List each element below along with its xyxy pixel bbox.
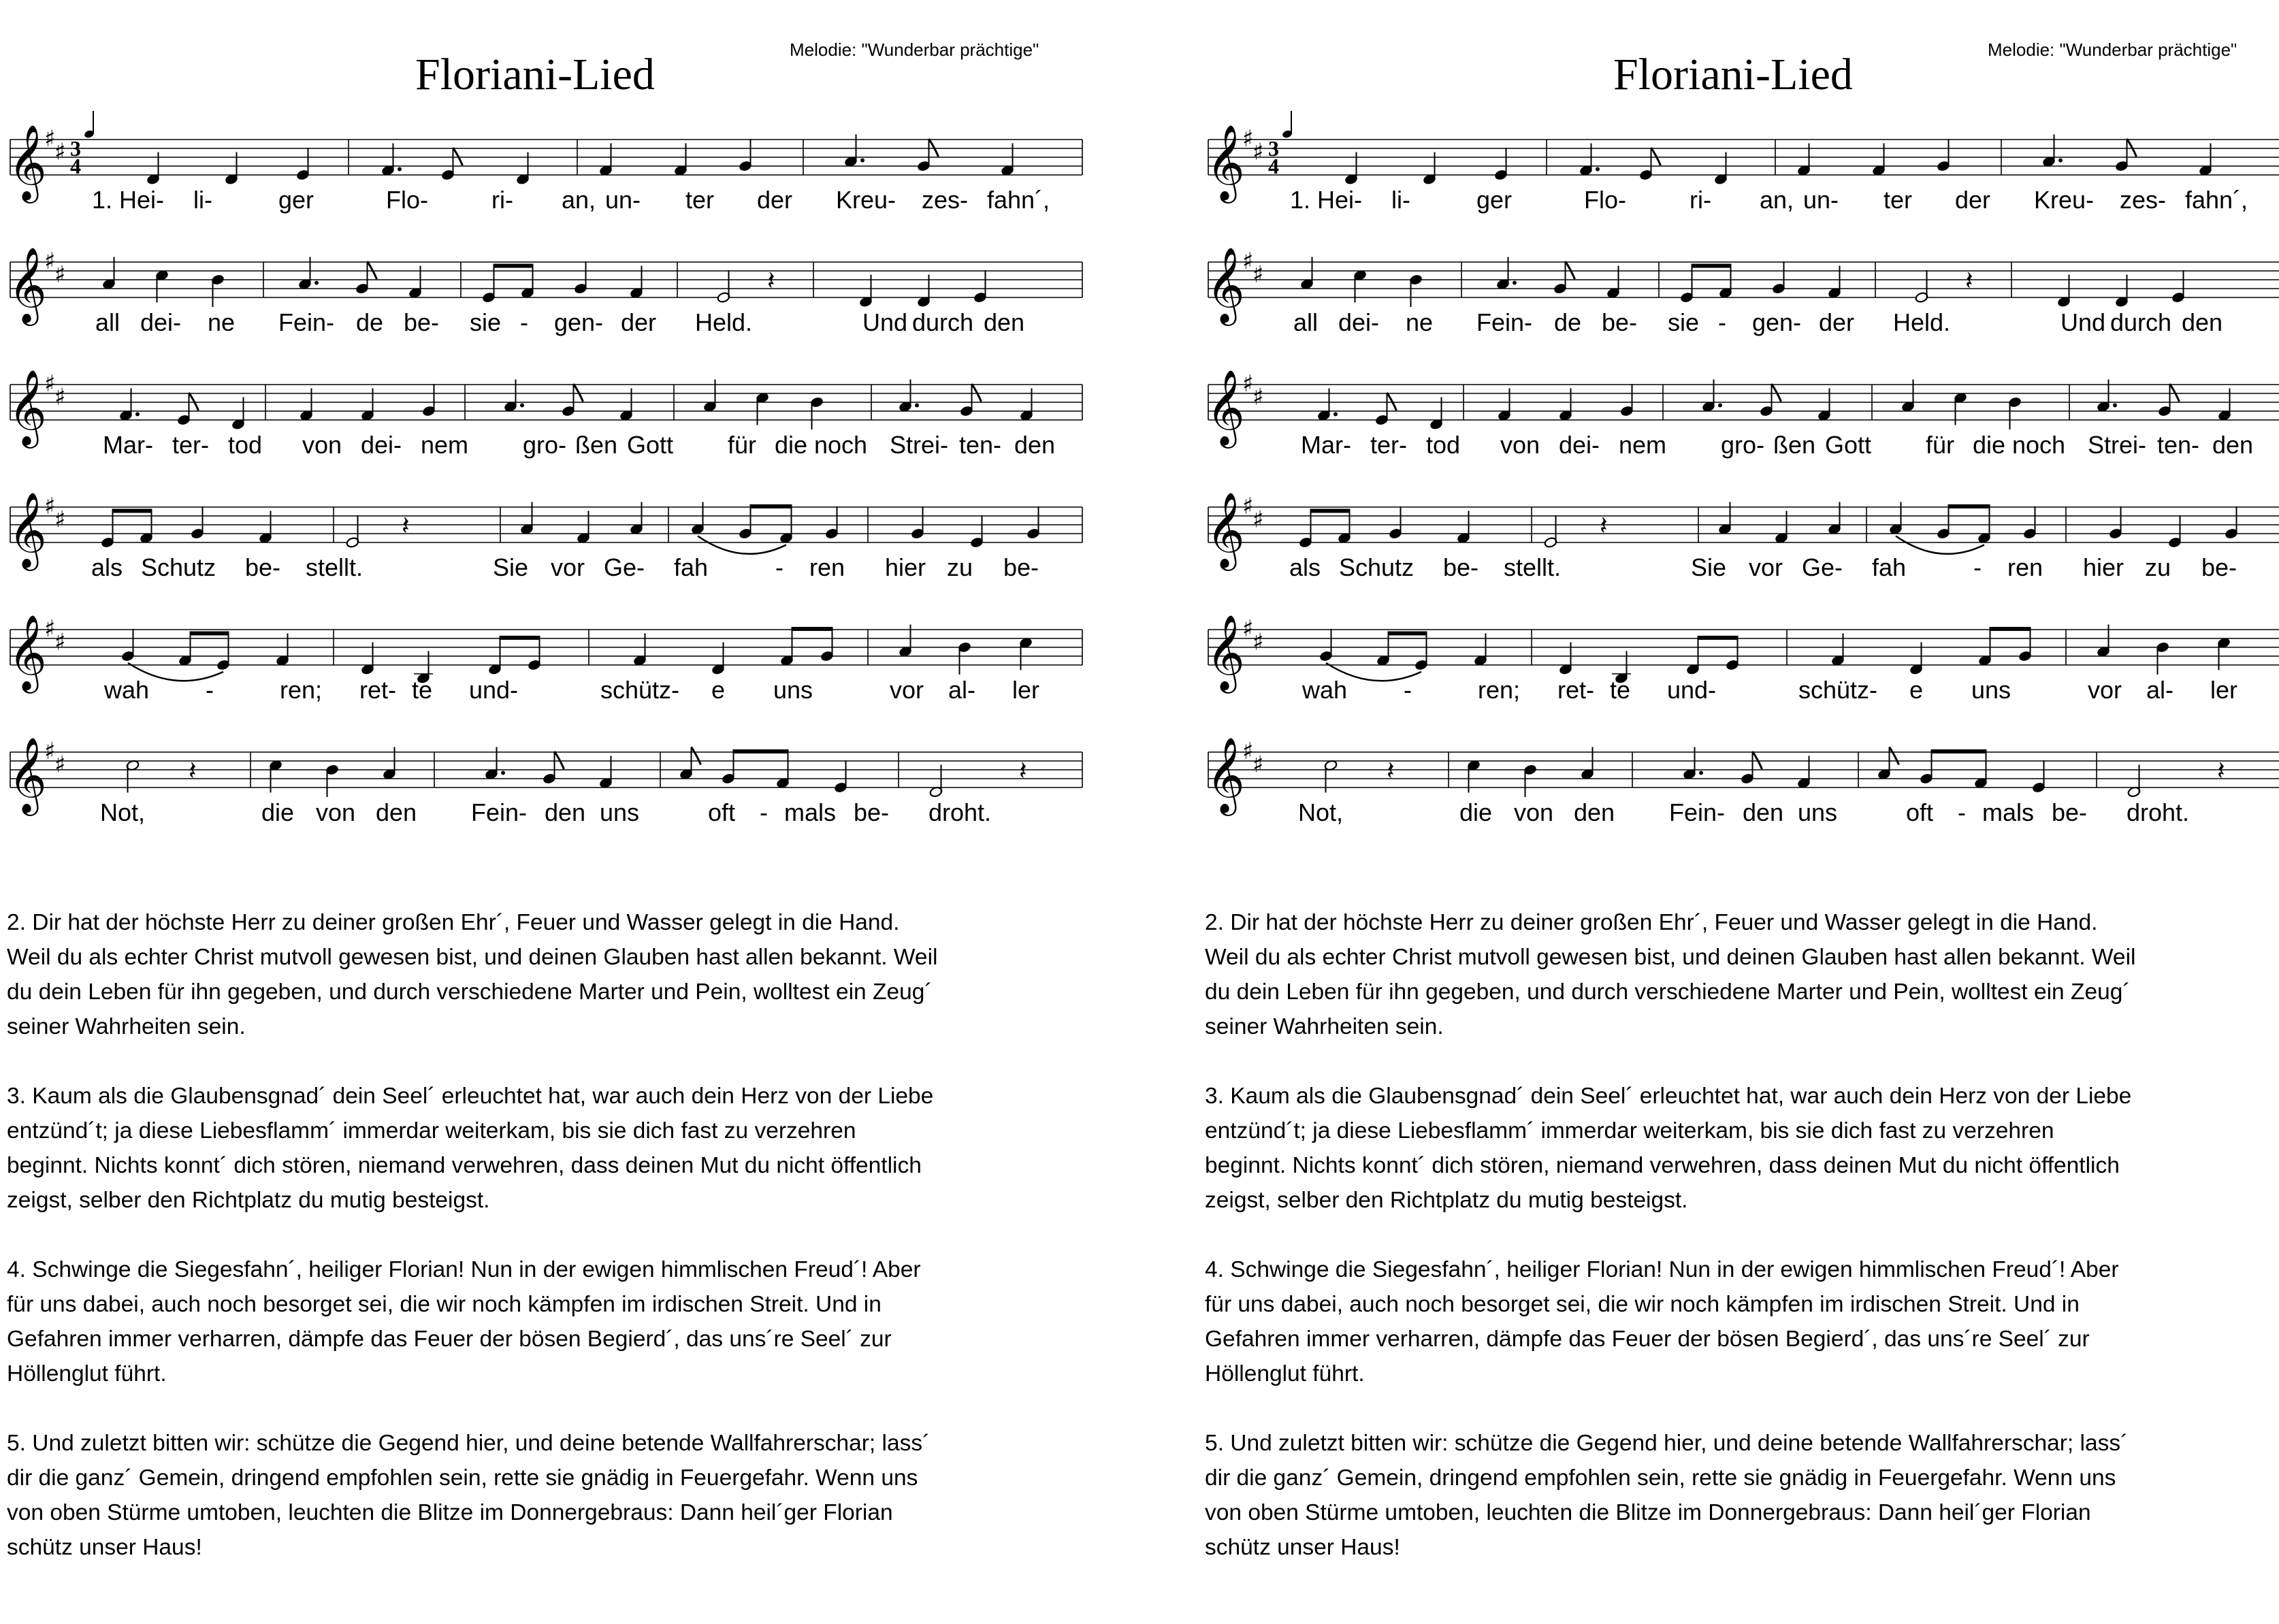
lyric-syllable: zes- bbox=[2119, 186, 2167, 214]
lyric-syllable: fahn´, bbox=[986, 186, 1050, 214]
lyric-syllable: ne bbox=[1405, 308, 1434, 336]
treble-clef-icon: 𝄞 bbox=[1206, 614, 1245, 690]
lyric-syllable: - bbox=[1958, 798, 1966, 826]
lyric-syllable: 1. Hei- bbox=[1289, 186, 1363, 214]
lyric-syllable: den bbox=[1573, 798, 1615, 826]
music-system bbox=[1205, 235, 2279, 351]
quarter-rest-icon: 𝄽 bbox=[189, 756, 197, 785]
lyric-syllable: be- bbox=[2051, 798, 2088, 826]
lyric-syllable: Strei- bbox=[889, 431, 949, 459]
verse-paragraph: 3. Kaum als die Glaubensgnad´ dein Seel´ erleuchtet hat, war auch dein Herz von der Liebe entzünd´t; ja diese Liebesflamm´ immerdar weiterkam, bis sie dich fast zu verzehren beginnt. Nichts konnt´ dich stören, niemand verwehren, dass deinen Mut du nicht öffentlich zeigst, selber den Richtplatz du mutig besteigst. bbox=[7, 1084, 934, 1213]
lyric-syllable: be- bbox=[1601, 308, 1638, 336]
sharp-icon: ♯ bbox=[44, 738, 56, 765]
lyric-syllable: Gott bbox=[1824, 431, 1872, 459]
lyric-syllable: Fein- bbox=[1476, 308, 1533, 336]
lyric-syllable: dei- bbox=[1558, 431, 1600, 459]
treble-clef-icon: 𝄞 bbox=[8, 124, 47, 200]
treble-clef-icon: 𝄞 bbox=[8, 614, 47, 690]
lyric-syllable: der bbox=[1818, 308, 1855, 336]
verse-paragraph: 2. Dir hat der höchste Herr zu deiner großen Ehr´, Feuer und Wasser gelegt in die Hand. Weil du als echter Christ mutvoll gewesen bist, und deinen Glauben hast allen bekannt. Weil du dein Leben für ihn gegeben, und durch verschiedene Marter und Pein, wolltest ein Zeug´ seiner Wahrheiten sein. bbox=[1205, 910, 2136, 1039]
lyric-syllable: uns bbox=[773, 676, 813, 704]
lyric-syllable: die bbox=[1972, 431, 2006, 459]
lyric-syllable: al- bbox=[948, 676, 976, 704]
lyric-syllable: uns bbox=[1797, 798, 1838, 826]
lyric-syllable: hier bbox=[2082, 553, 2124, 581]
lyric-syllable: oft bbox=[707, 798, 736, 826]
verses-block bbox=[7, 905, 1089, 1599]
treble-clef-icon: 𝄞 bbox=[1206, 246, 1245, 323]
lyric-syllable: all bbox=[1293, 308, 1319, 336]
lyric-syllable: ler bbox=[2210, 676, 2238, 704]
song-sheet-right bbox=[1205, 0, 2279, 1624]
lyric-syllable: Und bbox=[862, 308, 908, 336]
treble-clef-icon: 𝄞 bbox=[1206, 369, 1245, 445]
lyric-syllable: Not, bbox=[1297, 798, 1344, 826]
lyric-syllable: stellt. bbox=[305, 553, 363, 581]
lyric-syllable: ßen bbox=[1773, 431, 1816, 459]
sharp-icon: ♯ bbox=[1242, 615, 1254, 643]
lyric-syllable: von bbox=[1513, 798, 1554, 826]
lyric-syllable: gen- bbox=[553, 308, 604, 336]
lyric-syllable: Kreu- bbox=[835, 186, 896, 214]
lyric-syllable: Flo- bbox=[386, 186, 428, 214]
lyric-syllable: nem bbox=[420, 431, 469, 459]
lyric-syllable: - bbox=[520, 308, 528, 336]
sharp-icon: ♯ bbox=[1252, 261, 1264, 289]
lyric-syllable: fah bbox=[673, 553, 709, 581]
lyric-syllable: vor bbox=[889, 676, 924, 704]
sharp-icon: ♯ bbox=[1252, 138, 1264, 166]
lyric-syllable: de bbox=[355, 308, 384, 336]
lyric-syllable: ren; bbox=[279, 676, 323, 704]
lyric-syllable: Flo- bbox=[1584, 186, 1626, 214]
lyric-syllable: den bbox=[375, 798, 417, 826]
lyric-syllable: von bbox=[1500, 431, 1540, 459]
lyric-syllable: uns bbox=[599, 798, 640, 826]
lyric-syllable: gro- bbox=[1720, 431, 1765, 459]
lyric-syllable: Fein- bbox=[470, 798, 528, 826]
staff-notation bbox=[7, 602, 1089, 718]
sharp-icon: ♯ bbox=[1242, 493, 1254, 520]
lyric-syllable: 1. Hei- bbox=[91, 186, 165, 214]
music-system bbox=[1205, 480, 2279, 596]
lyric-syllable: für bbox=[727, 431, 757, 459]
sharp-icon: ♯ bbox=[54, 751, 66, 779]
lyric-syllable: al- bbox=[2146, 676, 2174, 704]
lyric-syllable: tod bbox=[227, 431, 263, 459]
lyric-syllable: Schutz bbox=[140, 553, 216, 581]
lyric-syllable: von bbox=[302, 431, 342, 459]
lyric-syllable: durch bbox=[911, 308, 974, 336]
lyric-syllable: der bbox=[756, 186, 793, 214]
verse-paragraph: 5. Und zuletzt bitten wir: schütze die Gegend hier, und deine betende Wallfahrerschar; lass´ dir die ganz´ Gemein, dringend empfohlen sein, rette sie gnädig in Feuergefahr. Wenn uns von oben Stürme umtoben, leuchten die Blitze im Donnergebraus: Dann heil´ger Florian schütz unser Haus! bbox=[7, 1431, 931, 1560]
treble-clef-icon: 𝄞 bbox=[8, 491, 47, 568]
lyric-syllable: un- bbox=[1803, 186, 1839, 214]
lyric-syllable: ret- bbox=[1557, 676, 1594, 704]
lyric-syllable: Fein- bbox=[278, 308, 335, 336]
sharp-icon: ♯ bbox=[1252, 751, 1264, 779]
lyric-syllable: ger bbox=[1476, 186, 1513, 214]
melody-note: Melodie: "Wunderbar prächtige" bbox=[1988, 39, 2237, 60]
lyric-syllable: nem bbox=[1618, 431, 1667, 459]
melody-note: Melodie: "Wunderbar prächtige" bbox=[790, 39, 1039, 60]
lyric-syllable: fah bbox=[1871, 553, 1907, 581]
quarter-rest-icon: 𝄽 bbox=[2217, 756, 2225, 785]
music-system bbox=[7, 725, 1089, 841]
lyric-syllable: gen- bbox=[1751, 308, 1802, 336]
lyric-syllable: dei- bbox=[360, 431, 402, 459]
time-signature-bottom: 4 bbox=[70, 154, 81, 178]
treble-clef-icon: 𝄞 bbox=[8, 246, 47, 323]
lyric-syllable: den bbox=[1014, 431, 1056, 459]
music-system bbox=[1205, 112, 2279, 228]
lyric-syllable: gro- bbox=[522, 431, 567, 459]
lyric-syllable: ter- bbox=[1370, 431, 1407, 459]
song-title: Floriani-Lied bbox=[1613, 50, 1853, 99]
quarter-rest-icon: 𝄽 bbox=[402, 510, 410, 540]
sharp-icon: ♯ bbox=[44, 125, 56, 152]
lyric-syllable: als bbox=[91, 553, 123, 581]
lyric-syllable: ten- bbox=[2156, 431, 2200, 459]
lyric-syllable: un- bbox=[604, 186, 641, 214]
sharp-icon: ♯ bbox=[54, 383, 66, 411]
lyric-syllable: ri- bbox=[1690, 186, 1711, 214]
lyric-syllable: ter bbox=[685, 186, 715, 214]
lyric-syllable: ren; bbox=[1477, 676, 1521, 704]
lyric-syllable: Held. bbox=[1892, 308, 1951, 336]
lyric-syllable: noch bbox=[2011, 431, 2066, 459]
lyric-syllable: te bbox=[411, 676, 433, 704]
lyric-syllable: Held. bbox=[694, 308, 753, 336]
lyric-syllable: ler bbox=[1012, 676, 1040, 704]
time-signature-top: 3 bbox=[1268, 136, 1279, 161]
sharp-icon: ♯ bbox=[44, 615, 56, 643]
lyric-syllable: ren bbox=[809, 553, 845, 581]
lyric-syllable: hier bbox=[884, 553, 926, 581]
sharp-icon: ♯ bbox=[1242, 125, 1254, 152]
lyric-syllable: dei- bbox=[140, 308, 182, 336]
verse-paragraph: 2. Dir hat der höchste Herr zu deiner großen Ehr´, Feuer und Wasser gelegt in die Hand. Weil du als echter Christ mutvoll gewesen bist, und deinen Glauben hast allen bekannt. Weil du dein Leben für ihn gegeben, und durch verschiedene Marter und Pein, wolltest ein Zeug´ seiner Wahrheiten sein. bbox=[7, 910, 938, 1039]
lyric-syllable: Und bbox=[2060, 308, 2106, 336]
music-system bbox=[7, 112, 1089, 228]
lyric-syllable: sie bbox=[1667, 308, 1700, 336]
lyric-syllable: zu bbox=[946, 553, 973, 581]
treble-clef-icon: 𝄞 bbox=[1206, 736, 1245, 813]
lyric-syllable: den bbox=[983, 308, 1025, 336]
sharp-icon: ♯ bbox=[1242, 370, 1254, 397]
lyric-syllable: te bbox=[1609, 676, 1631, 704]
time-signature-bottom: 4 bbox=[1268, 154, 1279, 178]
lyric-syllable: e bbox=[711, 676, 726, 704]
lyric-syllable: - bbox=[1973, 553, 1982, 581]
lyric-syllable: Sie bbox=[1690, 553, 1727, 581]
lyric-syllable: und- bbox=[1666, 676, 1717, 704]
lyric-syllable: an, bbox=[1759, 186, 1794, 214]
lyric-syllable: dei- bbox=[1338, 308, 1380, 336]
sharp-icon: ♯ bbox=[1242, 248, 1254, 275]
lyric-syllable: die bbox=[1459, 798, 1493, 826]
time-signature-top: 3 bbox=[70, 136, 81, 161]
sharp-icon: ♯ bbox=[1242, 738, 1254, 765]
lyric-syllable: Sie bbox=[492, 553, 529, 581]
lyric-syllable: schütz- bbox=[600, 676, 680, 704]
lyric-syllable: ren bbox=[2007, 553, 2043, 581]
song-sheet-left bbox=[7, 0, 1096, 1624]
sharp-icon: ♯ bbox=[54, 138, 66, 166]
lyric-syllable: den bbox=[2181, 308, 2223, 336]
lyric-syllable: Gott bbox=[626, 431, 674, 459]
lyric-syllable: an, bbox=[561, 186, 596, 214]
quarter-rest-icon: 𝄽 bbox=[1387, 756, 1395, 785]
lyric-syllable: für bbox=[1925, 431, 1955, 459]
lyric-syllable: den bbox=[544, 798, 586, 826]
staff-notation bbox=[1205, 112, 2279, 228]
lyric-syllable: droht. bbox=[928, 798, 992, 826]
lyric-syllable: ret- bbox=[359, 676, 396, 704]
lyric-syllable: die bbox=[774, 431, 808, 459]
lyric-syllable: ßen bbox=[575, 431, 618, 459]
quarter-rest-icon: 𝄽 bbox=[767, 265, 775, 295]
lyric-syllable: be- bbox=[244, 553, 281, 581]
music-system bbox=[1205, 725, 2279, 841]
quarter-rest-icon: 𝄽 bbox=[1965, 265, 1973, 295]
lyric-syllable: vor bbox=[550, 553, 585, 581]
lyric-syllable: - bbox=[1404, 676, 1412, 704]
lyric-syllable: als bbox=[1289, 553, 1321, 581]
lyric-syllable: ter bbox=[1883, 186, 1913, 214]
lyric-syllable: noch bbox=[813, 431, 868, 459]
lyric-syllable: durch bbox=[2110, 308, 2172, 336]
lyric-syllable: ger bbox=[278, 186, 314, 214]
treble-clef-icon: 𝄞 bbox=[1206, 124, 1245, 200]
lyric-syllable: stellt. bbox=[1503, 553, 1562, 581]
lyric-syllable: die bbox=[261, 798, 295, 826]
lyric-syllable: be- bbox=[1442, 553, 1479, 581]
lyric-syllable: uns bbox=[1971, 676, 2011, 704]
music-system bbox=[7, 235, 1089, 351]
lyric-syllable: oft bbox=[1905, 798, 1934, 826]
lyric-syllable: zes- bbox=[921, 186, 969, 214]
lyric-syllable: schütz- bbox=[1798, 676, 1878, 704]
lyric-syllable: droht. bbox=[2126, 798, 2190, 826]
lyric-syllable: Ge- bbox=[1801, 553, 1843, 581]
sharp-icon: ♯ bbox=[1252, 506, 1264, 534]
lyric-syllable: ter- bbox=[172, 431, 209, 459]
lyric-syllable: - bbox=[775, 553, 783, 581]
lyric-syllable: Schutz bbox=[1338, 553, 1415, 581]
lyric-syllable: Ge- bbox=[603, 553, 645, 581]
lyric-syllable: - bbox=[1718, 308, 1726, 336]
lyric-syllable: tod bbox=[1425, 431, 1461, 459]
lyric-syllable: der bbox=[620, 308, 657, 336]
lyric-syllable: be- bbox=[2201, 553, 2237, 581]
sharp-icon: ♯ bbox=[54, 506, 66, 534]
music-system bbox=[1205, 602, 2279, 718]
lyric-syllable: be- bbox=[1003, 553, 1039, 581]
sharp-icon: ♯ bbox=[44, 493, 56, 520]
verse-paragraph: 5. Und zuletzt bitten wir: schütze die Gegend hier, und deine betende Wallfahrerschar; lass´ dir die ganz´ Gemein, dringend empfohlen sein, rette sie gnädig in Feuergefahr. Wenn uns von oben Stürme umtoben, leuchten die Blitze im Donnergebraus: Dann heil´ger Florian schütz unser Haus! bbox=[1205, 1431, 2129, 1560]
song-title: Floriani-Lied bbox=[415, 50, 655, 99]
lyric-syllable: all bbox=[95, 308, 120, 336]
treble-clef-icon: 𝄞 bbox=[8, 369, 47, 445]
quarter-rest-icon: 𝄽 bbox=[1019, 756, 1027, 785]
sharp-icon: ♯ bbox=[44, 370, 56, 397]
treble-clef-icon: 𝄞 bbox=[8, 736, 47, 813]
sharp-icon: ♯ bbox=[1252, 383, 1264, 411]
lyric-syllable: von bbox=[315, 798, 356, 826]
music-system bbox=[1205, 357, 2279, 473]
music-system bbox=[7, 480, 1089, 596]
lyric-syllable: den bbox=[2212, 431, 2254, 459]
lyric-syllable: Strei- bbox=[2087, 431, 2147, 459]
lyric-syllable: Fein- bbox=[1668, 798, 1726, 826]
lyric-syllable: - bbox=[760, 798, 768, 826]
lyric-syllable: li- bbox=[1391, 186, 1410, 214]
treble-clef-icon: 𝄞 bbox=[1206, 491, 1245, 568]
lyric-syllable: und- bbox=[468, 676, 519, 704]
lyric-syllable: ne bbox=[207, 308, 236, 336]
lyric-syllable: be- bbox=[853, 798, 890, 826]
lyric-syllable: be- bbox=[403, 308, 440, 336]
verse-paragraph: 3. Kaum als die Glaubensgnad´ dein Seel´ erleuchtet hat, war auch dein Herz von der Liebe entzünd´t; ja diese Liebesflamm´ immerdar weiterkam, bis sie dich fast zu verzehren beginnt. Nichts konnt´ dich stören, niemand verwehren, dass deinen Mut du nicht öffentlich zeigst, selber den Richtplatz du mutig besteigst. bbox=[1205, 1084, 2132, 1213]
sharp-icon: ♯ bbox=[54, 261, 66, 289]
lyric-syllable: - bbox=[206, 676, 214, 704]
lyric-syllable: der bbox=[1954, 186, 1991, 214]
lyric-syllable: e bbox=[1909, 676, 1924, 704]
lyric-syllable: sie bbox=[469, 308, 502, 336]
lyric-syllable: mals bbox=[1982, 798, 2035, 826]
sharp-icon: ♯ bbox=[1252, 628, 1264, 656]
sharp-icon: ♯ bbox=[44, 248, 56, 275]
lyric-syllable: ten- bbox=[958, 431, 1002, 459]
verse-paragraph: 4. Schwinge die Siegesfahn´, heiliger Florian! Nun in der ewigen himmlischen Freud´! Aber für uns dabei, auch noch besorget sei, die wir noch kämpfen im irdischen Streit. Und in Gefahren immer verharren, dämpfe das Feuer der bösen Begierd´, das uns´re Seel´ zur Höllenglut führt. bbox=[7, 1257, 921, 1386]
verses-block bbox=[1205, 905, 2279, 1599]
lyric-syllable: de bbox=[1553, 308, 1582, 336]
lyric-syllable: vor bbox=[1748, 553, 1783, 581]
lyric-syllable: ri- bbox=[491, 186, 513, 214]
lyric-syllable: Mar- bbox=[1301, 431, 1351, 459]
lyric-syllable: den bbox=[1742, 798, 1784, 826]
music-system bbox=[7, 602, 1089, 718]
lyric-syllable: Not, bbox=[99, 798, 146, 826]
music-system bbox=[7, 357, 1089, 473]
verse-paragraph: 4. Schwinge die Siegesfahn´, heiliger Florian! Nun in der ewigen himmlischen Freud´! Aber für uns dabei, auch noch besorget sei, die wir noch kämpfen im irdischen Streit. Und in Gefahren immer verharren, dämpfe das Feuer der bösen Begierd´, das uns´re Seel´ zur Höllenglut führt. bbox=[1205, 1257, 2119, 1386]
lyric-syllable: fahn´, bbox=[2184, 186, 2248, 214]
lyric-syllable: Kreu- bbox=[2033, 186, 2095, 214]
lyric-syllable: Mar- bbox=[103, 431, 153, 459]
lyric-syllable: wah bbox=[103, 676, 150, 704]
lyric-syllable: vor bbox=[2087, 676, 2122, 704]
sharp-icon: ♯ bbox=[54, 628, 66, 656]
quarter-rest-icon: 𝄽 bbox=[1600, 510, 1608, 540]
lyric-syllable: mals bbox=[783, 798, 837, 826]
lyric-syllable: zu bbox=[2144, 553, 2171, 581]
lyric-syllable: wah bbox=[1302, 676, 1348, 704]
lyric-syllable: li- bbox=[193, 186, 212, 214]
